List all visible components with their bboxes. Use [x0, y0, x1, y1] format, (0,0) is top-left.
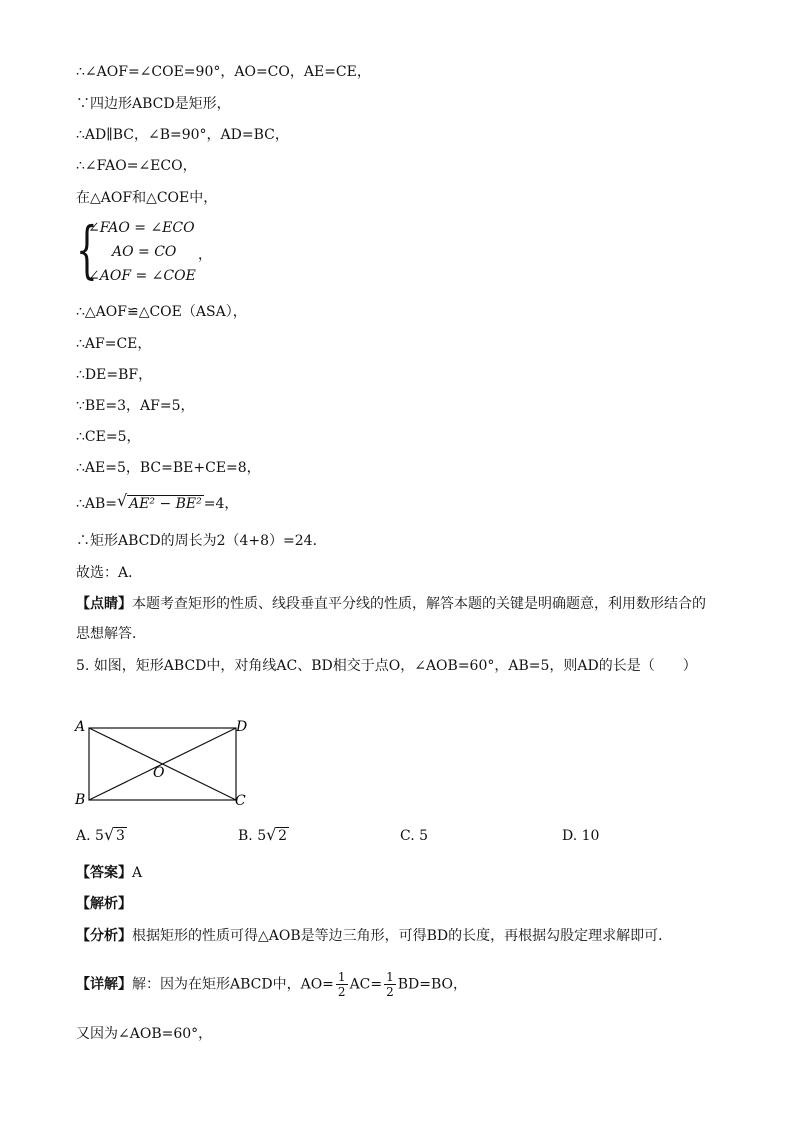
proof-line-2: ∵四边形ABCD是矩形，	[76, 96, 231, 112]
sqrt-icon: √	[266, 825, 277, 844]
answer-line	[76, 863, 142, 883]
comment-line-2: 思想解答．	[76, 626, 146, 642]
proof-line-4: ∴∠FAO=∠ECO，	[76, 158, 197, 174]
label-c: C	[235, 793, 246, 809]
detail-line	[76, 970, 467, 999]
sqrt-radicand: AE² − BE²	[129, 496, 202, 512]
system-row-2: AO = CO	[112, 244, 177, 260]
system-row-1: ∠FAO = ∠ECO	[88, 220, 195, 236]
fraction-numerator: 1	[386, 970, 394, 984]
ab-prefix: ∴AB=	[76, 496, 118, 512]
last-line: 又因为∠AOB=60°，	[76, 1026, 213, 1042]
choice-c-letter: C.	[400, 828, 415, 844]
proof-line-6: ∴△AOF≌△COE（ASA），	[76, 304, 247, 320]
choice-d-value: 10	[581, 828, 600, 844]
proof-line-10: ∴CE=5，	[76, 429, 141, 445]
label-d: D	[236, 719, 248, 735]
choice-b[interactable]	[238, 825, 289, 844]
system-row-2-comma: ，	[198, 247, 212, 263]
ab-suffix: =4，	[203, 496, 239, 512]
choice-a[interactable]	[76, 825, 127, 844]
proof-line-3: ∴AD∥BC，∠B=90°，AD=BC，	[76, 127, 289, 143]
choice-a-coef: 5	[95, 828, 104, 844]
comment-line-1	[76, 594, 706, 614]
equation-system	[76, 213, 276, 292]
proof-line-11: ∴AE=5，BC=BE+CE=8，	[76, 460, 261, 476]
choice-a-letter: A.	[76, 828, 91, 844]
question-text: 如图，矩形ABCD中，对角线AC、BD相交于点O，∠AOB=60°，AB=5，则AD的长是（ ）	[93, 658, 697, 674]
choice-b-sqrt	[266, 825, 289, 844]
choice-d-letter: D.	[562, 828, 578, 844]
system-row-3: ∠AOF = ∠COE	[88, 268, 196, 284]
fraction-denominator: 2	[337, 985, 346, 999]
choice-a-sqrt	[103, 825, 127, 844]
sqrt-icon: √	[103, 825, 115, 844]
choice-c[interactable]	[400, 828, 428, 844]
fraction-numerator: 1	[337, 970, 346, 984]
proof-line-1: ∴∠AOF=∠COE=90°，AO=CO，AE=CE，	[76, 64, 371, 80]
choice-b-coef: 5	[257, 828, 267, 844]
question-line	[76, 656, 697, 676]
comment-tag: 【点睛】	[76, 596, 132, 612]
detail-mid: AC=	[349, 976, 383, 993]
left-brace: {	[76, 213, 98, 286]
proof-line-7: ∴AF=CE，	[76, 336, 152, 352]
fenxi-tag: 【分析】	[76, 928, 132, 944]
proof-line-9: ∵BE=3，AF=5，	[76, 398, 195, 414]
detail-tail: BD=BO，	[397, 976, 468, 993]
choice-b-letter: B.	[238, 828, 253, 844]
choice-b-radicand: 2	[278, 828, 288, 844]
detail-tag: 【详解】	[76, 976, 132, 993]
choice-d[interactable]	[562, 828, 599, 844]
comment-text-1: 本题考查矩形的性质、线段垂直平分线的性质，解答本题的关键是明确题意，利用数形结合的	[132, 596, 706, 612]
sqrt-expression	[117, 491, 204, 514]
label-a: A	[75, 719, 86, 735]
answer-tag: 【答案】	[76, 865, 132, 881]
proof-line-8: ∴DE=BF，	[76, 367, 153, 383]
label-o: O	[153, 765, 165, 781]
question-number: 5.	[76, 658, 90, 674]
detail-prefix: 解：因为在矩形ABCD中，AO=	[132, 976, 334, 993]
proof-line-5: 在△AOF和△COE中，	[76, 190, 218, 206]
fenxi-text: 根据矩形的性质可得△AOB是等边三角形，可得BD的长度，再根据勾股定理求解即可．	[132, 928, 673, 944]
proof-line-12: ∴矩形ABCD的周长为2（4+8）=24．	[76, 533, 327, 549]
fraction-denominator: 2	[386, 985, 394, 999]
fenxi-line	[76, 926, 672, 946]
choice-a-radicand: 3	[115, 828, 125, 844]
fraction-half-2	[384, 970, 396, 999]
ab-line	[76, 491, 239, 514]
fraction-half-1	[336, 970, 348, 999]
label-b: B	[75, 792, 86, 808]
choice-c-value: 5	[419, 828, 429, 844]
sqrt-icon: √	[117, 491, 128, 510]
rectangle-figure	[70, 712, 260, 814]
analysis-tag: 【解析】	[76, 896, 132, 912]
answer-value: A	[132, 865, 143, 881]
analysis-line	[76, 894, 132, 914]
proof-line-13: 故选：A．	[76, 565, 143, 581]
